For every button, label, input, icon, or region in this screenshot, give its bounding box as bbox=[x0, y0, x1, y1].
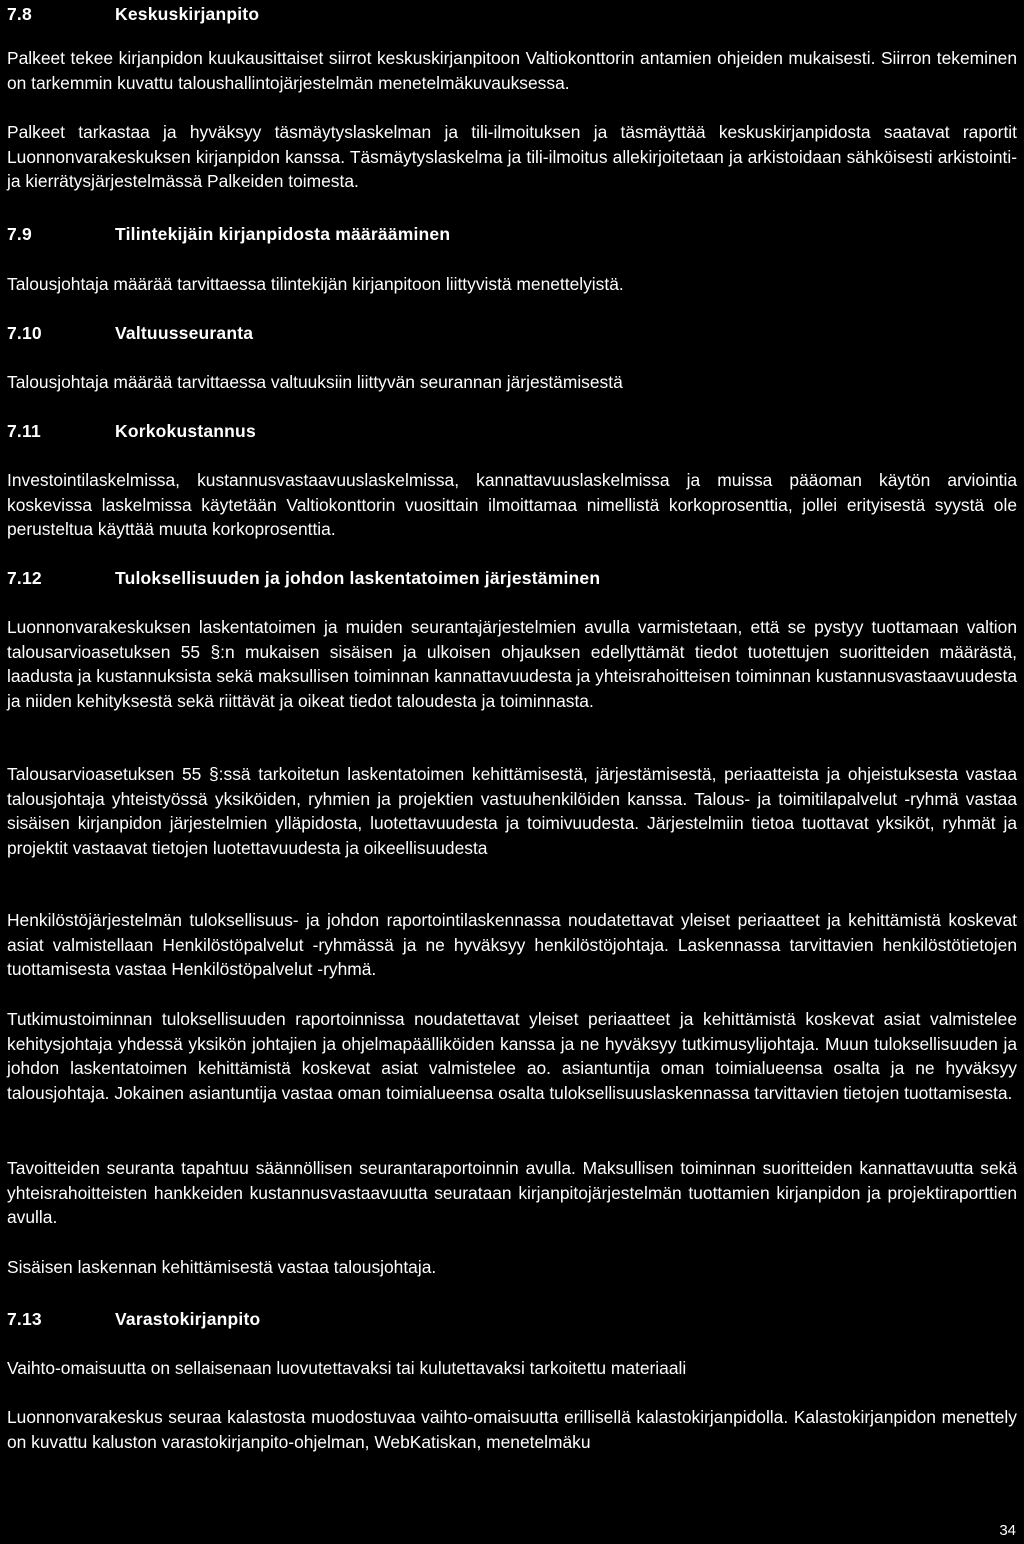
section-heading bbox=[7, 566, 600, 590]
section-heading bbox=[7, 1307, 260, 1331]
section-heading bbox=[7, 2, 259, 26]
paragraph: Henkilöstöjärjestelmän tuloksellisuus- ja johdon raportointilaskennassa noudatettavat yleiset periaatteet ja kehittämistä koskevat asiat valmistellaan Henkilöstöpalvelut -ryhmässä ja ne hyväksyy henkilöstöjohtaja. Laskennassa tarvittavien henkilöstötietojen tuottamisesta vastaa Henkilöstöpalvelut -ryhmä. bbox=[7, 910, 1017, 980]
section-number: 7.13 bbox=[7, 1309, 42, 1329]
section-heading bbox=[7, 419, 256, 443]
paragraph: Talousarvioasetuksen 55 §:ssä tarkoitetun laskentatoimen kehittämisestä, järjestämisestä, periaatteista ja ohjeistuksesta vastaa talousjohtaja yhteistyössä yksiköiden, ryhmien ja projektien vastuuhenkilöiden kanssa. Talous- ja toimitilapalvelut -ryhmä vastaa sisäisen kirjanpidon järjestelmien ylläpidosta, luotettavuudesta ja toimivuudesta. Järjestelmiin tietoa tuottavat yksiköt, ryhmät ja projektit vastaavat tietojen luotettavuudesta ja oikeellisuudesta bbox=[7, 764, 1017, 858]
paragraph: Luonnonvarakeskuksen laskentatoimen ja muiden seurantajärjestelmien avulla varmistetaan, että se pystyy tuottamaan valtion talousarvioasetuksen 55 §:n mukaisen sisäisen ja ulkoisen ohjauksen edellyttämät tiedot tuotettujen suoritteiden määrästä, laadusta ja kustannuksista sekä maksullisen toiminnan kannattavuudesta ja yhteisrahoitteisen toiminnan kustannusvastaavuudesta ja niiden kehityksestä sekä riittävät ja oikeat tiedot taloudesta ja toiminnasta. bbox=[7, 617, 1017, 711]
paragraph: Vaihto-omaisuutta on sellaisenaan luovutettavaksi tai kulutettavaksi tarkoitettu materiaali bbox=[7, 1358, 687, 1378]
paragraph: Investointilaskelmissa, kustannusvastaavuuslaskelmissa, kannattavuuslaskelmissa ja muissa pääoman käytön arviointia koskevissa laskelmissa käytetään Valtiokonttorin vuosittain ilmoittamaa nimellistä korkoprosenttia, jollei erityisestä syystä ole perusteltua käyttää muuta korkoprosenttia. bbox=[7, 470, 1017, 540]
page-number: 34 bbox=[999, 1522, 1016, 1539]
section-title: Varastokirjanpito bbox=[115, 1309, 261, 1329]
paragraph: Tutkimustoiminnan tuloksellisuuden raportoinnissa noudatettavat yleiset periaatteet ja kehittämistä koskevat asiat valmistelee kehitysjohtaja yhdessä yksikön johtajien ja ohjelmapäälliköiden kanssa ja ne hyväksyy tutkimusylijohtaja. Muun tuloksellisuuden ja johdon laskentatoimen kehittämistä koskevat asiat valmistelee ao. asiantuntija oman toimialueensa osalta ja ne hyväksyy talousjohtaja. Jokainen asiantuntija vastaa oman toimialueensa osalta tuloksellisuuslaskennassa tarvittavien tietojen tuottamisesta. bbox=[7, 1009, 1017, 1103]
paragraph: Palkeet tarkastaa ja hyväksyy täsmäytyslaskelman ja tili-ilmoituksen ja täsmäyttää keskuskirjanpidosta saatavat raportit Luonnonvarakeskuksen kirjanpidon kanssa. Täsmäytyslaskelma ja tili-ilmoitus allekirjoitetaan ja arkistoidaan sähköisesti arkistointi- ja kierrätysjärjestelmässä Palkeiden toimesta. bbox=[7, 122, 1017, 192]
section-number: 7.11 bbox=[7, 421, 41, 441]
section-heading bbox=[7, 321, 253, 345]
paragraph: Tavoitteiden seuranta tapahtuu säännöllisen seurantaraportoinnin avulla. Maksullisen toiminnan suoritteiden kannattavuutta sekä yhteisrahoitteisten hankkeiden kustannusvastaavuutta seurataan kirjanpitojärjestelmän tuottamien kirjanpidon ja projektiraporttien avulla. bbox=[7, 1158, 1017, 1228]
paragraph: Luonnonvarakeskus seuraa kalastosta muodostuvaa vaihto-omaisuutta erillisellä kalastokirjanpidolla. Kalastokirjanpidon menettely on kuvattu kaluston varastokirjanpito-ohjelman, WebKatiskan, menetelmäku bbox=[7, 1407, 1017, 1452]
section-title: Korkokustannus bbox=[115, 421, 256, 441]
section-number: 7.9 bbox=[7, 224, 32, 244]
section-title: Valtuusseuranta bbox=[115, 323, 254, 343]
paragraph: Palkeet tekee kirjanpidon kuukausittaiset siirrot keskuskirjanpitoon Valtiokonttorin antamien ohjeiden mukaisesti. Siirron tekeminen on tarkemmin kuvattu taloushallintojärjestelmän menetelmäkuvauksessa. bbox=[7, 48, 1017, 93]
section-number: 7.10 bbox=[7, 323, 42, 343]
section-title: Tuloksellisuuden ja johdon laskentatoimen järjestäminen bbox=[115, 568, 601, 588]
section-number: 7.12 bbox=[7, 568, 42, 588]
section-title: Tilintekijäin kirjanpidosta määrääminen bbox=[115, 224, 451, 244]
section-number: 7.8 bbox=[7, 4, 32, 24]
paragraph: Talousjohtaja määrää tarvittaessa valtuuksiin liittyvän seurannan järjestämisestä bbox=[7, 372, 623, 392]
paragraph: Sisäisen laskennan kehittämisestä vastaa talousjohtaja. bbox=[7, 1257, 437, 1277]
paragraph: Talousjohtaja määrää tarvittaessa tilintekijän kirjanpitoon liittyvistä menettelyistä. bbox=[7, 274, 624, 294]
section-title: Keskuskirjanpito bbox=[115, 4, 260, 24]
section-heading bbox=[7, 222, 450, 246]
